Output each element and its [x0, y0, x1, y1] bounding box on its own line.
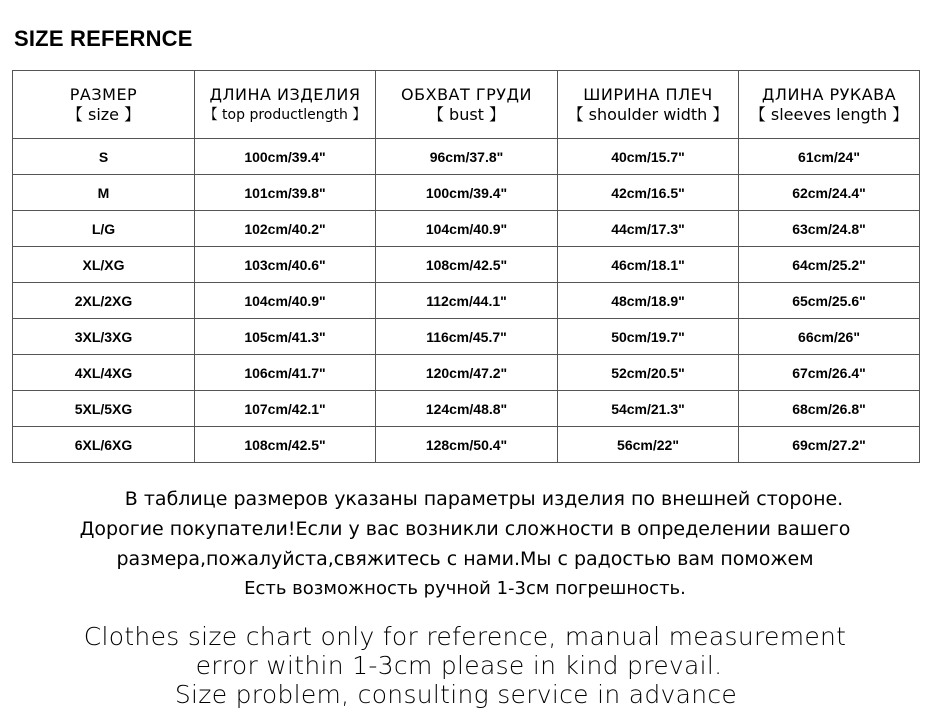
cell-bust: 120cm/47.2" — [376, 355, 558, 391]
cell-shoulder-width: 42cm/16.5" — [558, 175, 739, 211]
cell-sleeve-length: 69cm/27.2" — [739, 427, 920, 463]
header-product-length — [195, 71, 376, 139]
cell-sleeve-length: 65cm/25.6" — [739, 283, 920, 319]
table-row — [13, 427, 920, 463]
header-label-ru: РАЗМЕР — [69, 84, 138, 104]
cell-sleeve-length: 67cm/26.4" — [739, 355, 920, 391]
cell-size: XL/XG — [13, 247, 195, 283]
cell-shoulder-width: 50cm/19.7" — [558, 319, 739, 355]
cell-bust: 96cm/37.8" — [376, 139, 558, 175]
cell-shoulder-width: 40cm/15.7" — [558, 139, 739, 175]
cell-size: 3XL/3XG — [13, 319, 195, 355]
cell-shoulder-width: 46cm/18.1" — [558, 247, 739, 283]
cell-size: 5XL/5XG — [13, 391, 195, 427]
note-line: Size problem, consulting service in advance — [174, 680, 738, 709]
cell-product-length: 104cm/40.9" — [195, 283, 376, 319]
cell-bust: 100cm/39.4" — [376, 175, 558, 211]
cell-product-length: 101cm/39.8" — [195, 175, 376, 211]
table-row — [13, 211, 920, 247]
cell-product-length: 102cm/40.2" — [195, 211, 376, 247]
note-line: размера,пожалуйста,свяжитесь с нами.Мы с радостью вам поможем — [116, 548, 814, 570]
cell-shoulder-width: 56cm/22" — [558, 427, 739, 463]
table-row — [13, 355, 920, 391]
cell-shoulder-width: 54cm/21.3" — [558, 391, 739, 427]
header-label-ru: ШИРИНА ПЛЕЧ — [583, 84, 713, 104]
header-shoulder-width — [558, 71, 739, 139]
page-title: SIZE REFERNCE — [14, 26, 193, 51]
table-row — [13, 247, 920, 283]
cell-bust: 108cm/42.5" — [376, 247, 558, 283]
table-row — [13, 391, 920, 427]
header-label-ru: ДЛИНА РУКАВА — [761, 84, 897, 104]
note-line: В таблице размеров указаны параметры изделия по внешней стороне. — [124, 488, 844, 510]
cell-product-length: 108cm/42.5" — [195, 427, 376, 463]
cell-size: S — [13, 139, 195, 175]
note-line: error within 1-3cm please in kind prevail. — [195, 651, 723, 680]
cell-size: M — [13, 175, 195, 211]
size-table — [12, 70, 920, 463]
cell-sleeve-length: 63cm/24.8" — [739, 211, 920, 247]
cell-sleeve-length: 62cm/24.4" — [739, 175, 920, 211]
header-size — [13, 71, 195, 139]
cell-bust: 116cm/45.7" — [376, 319, 558, 355]
header-label-ru: ДЛИНА ИЗДЕЛИЯ — [209, 84, 361, 104]
cell-sleeve-length: 68cm/26.8" — [739, 391, 920, 427]
cell-bust: 104cm/40.9" — [376, 211, 558, 247]
header-bust — [376, 71, 558, 139]
table-row — [13, 175, 920, 211]
header-sleeve-length — [739, 71, 920, 139]
cell-size: L/G — [13, 211, 195, 247]
note-line: Есть возможность ручной 1-3см погрешность. — [244, 578, 686, 599]
header-label-en: 【 shoulder width 】 — [567, 104, 729, 124]
cell-bust: 128cm/50.4" — [376, 427, 558, 463]
cell-size: 6XL/6XG — [13, 427, 195, 463]
cell-product-length: 103cm/40.6" — [195, 247, 376, 283]
table-row — [13, 139, 920, 175]
notes-russian — [0, 484, 930, 604]
header-label-en: 【 sleeves length 】 — [749, 104, 909, 124]
header-label-en: 【 bust 】 — [427, 104, 506, 124]
header-label-en: 【 top productlength 】 — [203, 106, 367, 123]
cell-bust: 124cm/48.8" — [376, 391, 558, 427]
notes-english — [0, 622, 930, 709]
note-line: Clothes size chart only for reference, manual measurement — [83, 622, 847, 651]
table-row — [13, 319, 920, 355]
cell-sleeve-length: 61cm/24" — [739, 139, 920, 175]
cell-shoulder-width: 44cm/17.3" — [558, 211, 739, 247]
cell-product-length: 107cm/42.1" — [195, 391, 376, 427]
cell-product-length: 106cm/41.7" — [195, 355, 376, 391]
note-line: Дорогие покупатели!Если у вас возникли сложности в определении вашего — [79, 518, 851, 540]
header-label-ru: ОБХВАТ ГРУДИ — [401, 84, 532, 104]
cell-product-length: 105cm/41.3" — [195, 319, 376, 355]
cell-size: 4XL/4XG — [13, 355, 195, 391]
cell-sleeve-length: 66cm/26" — [739, 319, 920, 355]
cell-sleeve-length: 64cm/25.2" — [739, 247, 920, 283]
cell-shoulder-width: 48cm/18.9" — [558, 283, 739, 319]
table-row — [13, 283, 920, 319]
cell-bust: 112cm/44.1" — [376, 283, 558, 319]
table-header-row — [13, 71, 920, 139]
cell-size: 2XL/2XG — [13, 283, 195, 319]
header-label-en: 【 size 】 — [66, 104, 141, 124]
cell-product-length: 100cm/39.4" — [195, 139, 376, 175]
cell-shoulder-width: 52cm/20.5" — [558, 355, 739, 391]
